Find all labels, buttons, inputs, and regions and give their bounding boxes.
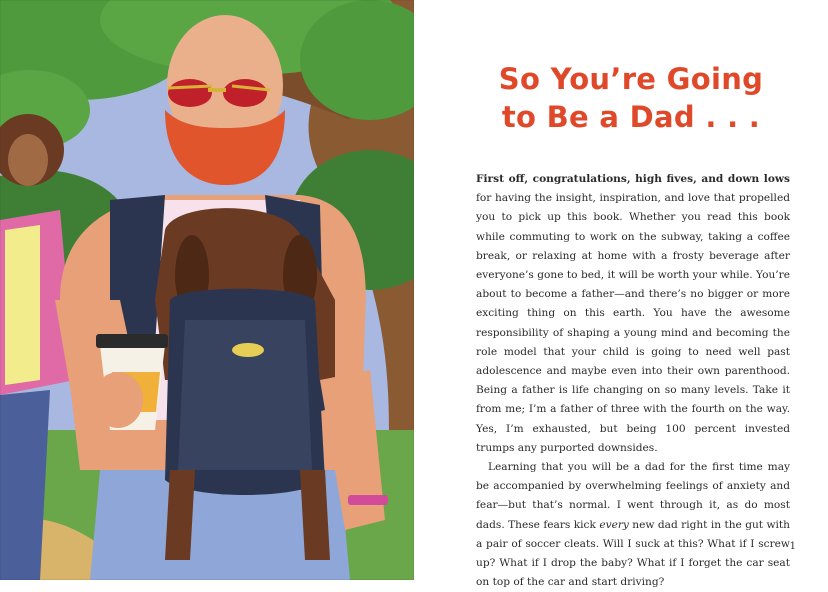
illustration bbox=[0, 0, 414, 580]
text-page bbox=[414, 0, 828, 589]
chapter-title-line-2: to Be a Dad . . . bbox=[501, 100, 761, 134]
page-number: 1 bbox=[789, 541, 796, 552]
chapter-title-line-1: So You’re Going bbox=[498, 62, 764, 96]
paragraph-2 bbox=[476, 458, 790, 592]
paragraph-2-end: new dad right in the gut with a pair of soccer cleats. Will I suck at this? What if I screw up? What if I drop the baby? What if I forget the car seat on top of the car and start driving? bbox=[476, 518, 790, 589]
paragraph-1-body: for having the insight, inspiration, and love that propelled you to pick up this book. Whether you read this book while commuting to work on the subway, taking a coffee break, or relaxing at home with a frosty beverage after everyone’s gone to bed, it will be worth your while. You’re about to become a father—and there’s no bigger or more exciting thing on this earth. You have the awesome responsibility of shaping a young mind and becoming the role model that your child is going to need well past adolescence and maybe even into their own parenthood. Being a father is life changing on so many levels. Take it from me; I’m a father of three with the fourth on the way. Yes, I’m exhausted, but being 100 percent invested trumps any purported downsides. bbox=[476, 192, 790, 454]
paragraph-2-start: Learning that you will be a dad for the first time may be accompanied by overwhelming feelings of anxiety and fear—but that’s normal. I went through it, as do most dads. These fears kick bbox=[476, 461, 790, 531]
chapter-title bbox=[454, 60, 808, 136]
illustration-art bbox=[0, 0, 414, 580]
paragraph-2-emphasis: every bbox=[599, 518, 629, 531]
body-text bbox=[476, 170, 790, 592]
paragraph-1-lead: First off, congratulations, high fives, and down lows bbox=[476, 173, 790, 185]
paragraph-1 bbox=[476, 170, 790, 458]
